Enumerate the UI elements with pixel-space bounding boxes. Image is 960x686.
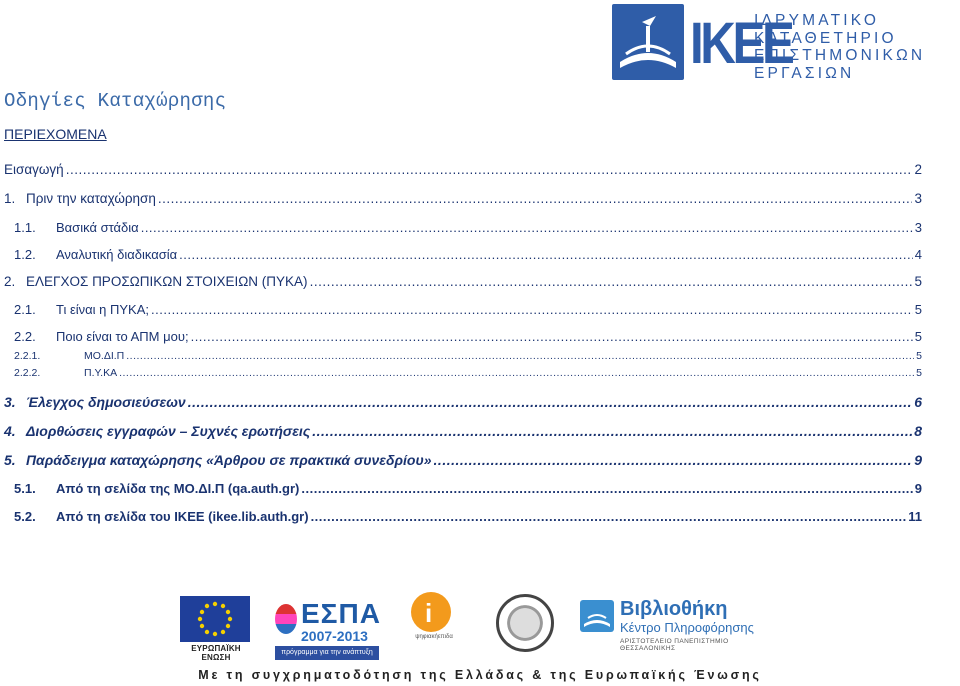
toc-entry[interactable] — [14, 481, 922, 496]
toc-entry-title: Έλεγχος δημοσιεύσεων — [26, 394, 186, 410]
toc-entry[interactable] — [4, 274, 922, 289]
eu-flag-icon — [180, 596, 250, 642]
toc-entry[interactable] — [14, 509, 922, 524]
toc-entry-number: 1.2. — [14, 247, 36, 262]
ikee-full-name — [754, 12, 959, 82]
toc-entry-page: 9 — [914, 452, 922, 468]
toc-entry[interactable] — [4, 394, 922, 410]
toc-entry-number: 5.1. — [14, 481, 36, 496]
library-book-icon — [580, 600, 614, 632]
toc-entry[interactable] — [14, 367, 922, 379]
sponsor-logos — [0, 588, 960, 660]
toc-entry-title: Ποιο είναι το ΑΠΜ μου; — [56, 329, 189, 344]
digital-convergence-logo — [405, 592, 461, 648]
ikee-acronym: IKEE — [690, 11, 792, 76]
library-subtitle: Κέντρο Πληροφόρησης — [620, 620, 754, 635]
toc-entry-number: 5.2. — [14, 509, 36, 524]
ikee-name-line: ΕΠΙΣΤΗΜΟΝΙΚΩΝ — [754, 47, 926, 64]
library-title: Βιβλιοθήκη — [620, 598, 728, 620]
page-title: Οδηγίες Καταχώρησης — [4, 90, 227, 112]
toc-leader-dots — [151, 302, 913, 317]
toc-entry-page: 5 — [914, 274, 922, 289]
toc-entry[interactable] — [4, 162, 922, 177]
toc-entry[interactable] — [14, 302, 922, 317]
toc-entry[interactable] — [14, 329, 922, 344]
espa-logo — [275, 598, 381, 656]
toc-entry-number: 2. — [4, 274, 16, 289]
toc-entry-page: 3 — [914, 191, 922, 206]
ikee-logo — [612, 4, 958, 82]
toc-entry-number: 1.1. — [14, 220, 36, 235]
toc-leader-dots — [141, 220, 913, 235]
espa-emblem-icon — [275, 604, 297, 634]
toc-leader-dots — [301, 481, 912, 496]
toc-entry-page: 2 — [914, 162, 922, 177]
toc-leader-dots — [312, 423, 912, 439]
toc-entry-title: Διορθώσεις εγγραφών – Συχνές ερωτήσεις — [26, 423, 311, 439]
library-university: ΑΡΙΣΤΟΤΕΛΕΙΟ ΠΑΝΕΠΙΣΤΗΜΙΟ ΘΕΣΣΑΛΟΝΙΚΗΣ — [620, 638, 729, 652]
toc-leader-dots — [66, 162, 913, 177]
toc-entry-page: 6 — [914, 394, 922, 410]
eu-label: ΕΥΡΩΠΑΪΚΗ ΕΝΩΣΗ — [191, 644, 241, 662]
toc-entry-title: Από τη σελίδα της ΜΟ.ΔΙ.Π (qa.auth.gr) — [56, 481, 300, 496]
digital-caption: ψηφιακήεπιδα — [415, 634, 453, 640]
info-glyph: i — [425, 598, 433, 628]
toc-entry-title: Πριν την καταχώρηση — [26, 191, 156, 206]
toc-entry-title: Από τη σελίδα του ΙΚΕΕ (ikee.lib.auth.gr) — [56, 509, 309, 524]
toc-entry-title: ΜΟ.ΔΙ.Π — [84, 350, 125, 362]
toc-entry-page: 5 — [916, 350, 922, 362]
toc-entry[interactable] — [4, 191, 922, 206]
toc-entry-number: 3. — [4, 394, 16, 410]
toc-entry-number: 1. — [4, 191, 16, 206]
toc-entry-page: 5 — [916, 367, 922, 379]
toc-leader-dots — [191, 329, 913, 344]
toc-entry-number: 2.2. — [14, 329, 36, 344]
toc-leader-dots — [310, 274, 913, 289]
ikee-name-line: ΕΡΓΑΣΙΩΝ — [754, 64, 855, 82]
toc-entry-page: 4 — [914, 247, 922, 262]
toc-entry-title: Εισαγωγή — [4, 162, 64, 177]
toc-entry[interactable] — [14, 350, 922, 362]
toc-leader-dots — [179, 247, 913, 262]
toc-entry[interactable] — [14, 220, 922, 235]
toc-entry-title: Τι είναι η ΠΥΚΑ; — [56, 302, 150, 317]
toc-entry-title: Αναλυτική διαδικασία — [56, 247, 178, 262]
toc-leader-dots — [188, 394, 912, 410]
toc-entry-number: 4. — [4, 423, 16, 439]
toc-entry-title: ΕΛΕΓΧΟΣ ΠΡΟΣΩΠΙΚΩΝ ΣΤΟΙΧΕΙΩΝ (ΠΥΚΑ) — [26, 274, 308, 289]
auth-seal-icon — [496, 594, 554, 652]
ikee-name-line: ΙΔΡΥΜΑΤΙΚΟ — [754, 12, 880, 29]
toc-entry-page: 5 — [914, 302, 922, 317]
toc-leader-dots — [158, 191, 913, 206]
toc-entry-number: 2.2.2. — [14, 367, 41, 379]
toc-entry-title: Π.Υ.ΚΑ — [84, 367, 118, 379]
toc-heading: ΠΕΡΙΕΧΟΜΕΝΑ — [4, 126, 107, 142]
toc-entry-number: 2.1. — [14, 302, 36, 317]
espa-slogan: πρόγραμμα για την ανάπτυξη — [275, 646, 379, 660]
espa-title: ΕΣΠΑ — [301, 598, 381, 629]
toc-entry[interactable] — [14, 247, 922, 262]
library-logo — [580, 600, 770, 650]
ikee-emblem-icon — [612, 4, 684, 80]
toc-leader-dots — [126, 350, 914, 362]
toc-leader-dots — [434, 452, 913, 468]
ikee-name-line: ΚΑΤΑΘΕΤΗΡΙΟ — [754, 29, 897, 47]
toc-leader-dots — [119, 367, 914, 379]
toc-entry-page: 8 — [914, 423, 922, 439]
toc-entry[interactable] — [4, 423, 922, 439]
funding-note: Με τη συγχρηματοδότηση της Ελλάδας & της Ευρωπαϊκής Ένωσης — [198, 668, 762, 682]
toc-leader-dots — [311, 509, 907, 524]
toc-entry-page: 5 — [914, 329, 922, 344]
toc-entry-number: 5. — [4, 452, 16, 468]
espa-years: 2007-2013 — [301, 628, 368, 644]
toc-entry-page: 3 — [914, 220, 922, 235]
toc-entry-number: 2.2.1. — [14, 350, 41, 362]
toc-entry-page: 9 — [914, 481, 922, 496]
toc-entry-page: 11 — [908, 509, 922, 524]
toc-entry-title: Παράδειγμα καταχώρησης «Άρθρου σε πρακτικά συνεδρίου» — [26, 452, 432, 468]
toc-entry[interactable] — [4, 452, 922, 468]
toc-entry-title: Βασικά στάδια — [56, 220, 139, 235]
